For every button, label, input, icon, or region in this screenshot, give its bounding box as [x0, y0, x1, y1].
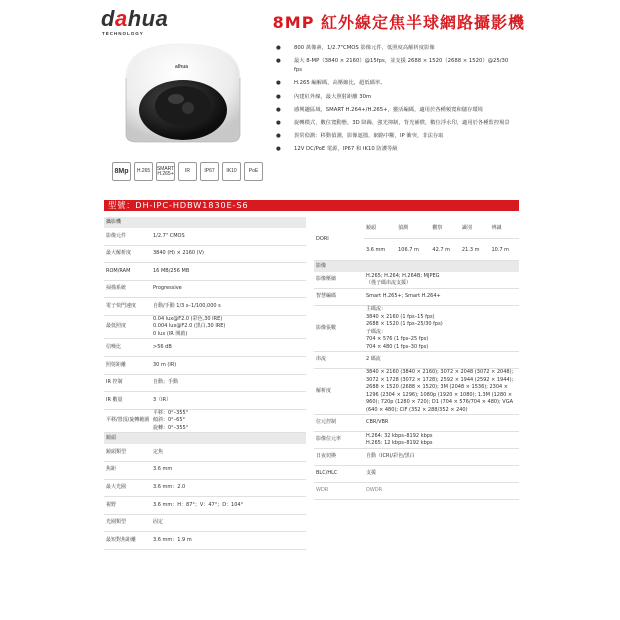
dori-header: 鏡頭 [364, 217, 396, 239]
dori-value: 106.7 m [398, 246, 419, 253]
feature-item: ● 內建紅外線，最大照射距離 30m [274, 93, 514, 102]
feature-item: ● 感興趣區域，SMART H.264+/H.265+，靈活編碼，適用於各種頻寬和儲存環境 [274, 106, 514, 115]
dome-camera-image [118, 38, 248, 148]
spec-key: 電子快門速度 [106, 302, 137, 309]
spec-value: H.264: 32 kbps–8192 kbps H.265: 12 kbps–8192 kbps [366, 432, 433, 446]
dori-value: 42.7 m [432, 246, 450, 253]
spec-key: 影像壓縮 [316, 276, 337, 283]
spec-value: >56 dB [153, 344, 172, 351]
dori-value: 3.6 mm [366, 246, 386, 253]
spec-row [104, 281, 306, 299]
spec-row [104, 462, 306, 480]
brand-logo-mark: a [114, 6, 128, 31]
ir-icon: IR [178, 162, 197, 181]
spec-row [314, 415, 519, 432]
spec-row [314, 306, 519, 352]
spec-key: 最大光圈 [106, 484, 127, 491]
brand-logo: dahua TECHNOLOGY [101, 6, 169, 36]
spec-row [314, 449, 519, 466]
section-header: 鏡頭 [104, 433, 306, 444]
8mp-badge-icon: 8Mp [112, 162, 131, 181]
feature-icon-row [112, 162, 263, 181]
spec-key: 智慧編碼 [316, 293, 337, 300]
spec-row [104, 246, 306, 264]
spec-value: 0.04 lux@F2.0 (彩色,30 IRE) 0.004 lux@F2.0 (黑白,30 IRE) 0 lux (IR 開啟) [153, 315, 226, 337]
feature-list [274, 44, 514, 158]
spec-row [104, 357, 306, 375]
dori-header: 識別 [460, 217, 490, 239]
spec-row [314, 369, 519, 415]
spec-value: 30 m (IR) [153, 361, 177, 368]
spec-key: 最低照度 [106, 323, 127, 330]
spec-row [104, 480, 306, 498]
spec-value: 3.6 mm：H：87°；V：47°；D：104° [153, 501, 244, 508]
spec-value: Smart H.265+; Smart H.264+ [366, 293, 441, 300]
spec-key: ROM/RAM [106, 267, 131, 274]
spec-row [314, 352, 519, 369]
spec-key: WDR [316, 487, 329, 494]
spec-value: 1/2.7" CMOS [153, 232, 185, 239]
spec-row [104, 263, 306, 281]
h265-icon: H.265 [134, 162, 153, 181]
spec-value: 平移：0°–355° 傾斜：0°–65° 旋轉：0°–355° [153, 409, 189, 431]
brand-tagline: TECHNOLOGY [102, 31, 144, 36]
section-header: 影像 [314, 261, 519, 272]
spec-row [104, 339, 306, 357]
spec-row [314, 432, 519, 449]
spec-key: 鏡頭類型 [106, 448, 127, 455]
spec-value: 3.6 mm：1.9 m [153, 536, 192, 543]
spec-value: Progressive [153, 285, 182, 292]
spec-key: 日夜切換 [316, 453, 337, 460]
smart-h265-icon: SMART H.265+ [156, 162, 175, 181]
spec-row [104, 228, 306, 246]
spec-key: 解析度 [316, 387, 332, 394]
dori-value: 21.3 m [461, 246, 480, 253]
spec-value: 自動（ICR)/彩色/黑白 [366, 453, 415, 460]
spec-table-right [314, 217, 519, 500]
dori-header: 辨識 [489, 217, 519, 239]
feature-item: ● H.265 編解碼，高壓縮比，超低碼率。 [274, 79, 514, 88]
spec-row [104, 298, 306, 316]
spec-key: 平移/置頂/旋轉範圍 [106, 417, 150, 424]
brand-logo-text: hua [127, 6, 169, 31]
svg-text:alhua: alhua [175, 64, 189, 70]
spec-value: 自動；手動 [153, 379, 179, 386]
spec-value: 3.6 mm [153, 466, 173, 473]
spec-value: 主碼流： 3840 × 2160 (1 fps–15 fps) 2688 × 1520 (1 fps–25/30 fps) 子碼流： 704 × 576 (1 fps–25 fps) 704 × 480 (1 fps–30 fps) [366, 306, 443, 350]
spec-key: 串流 [316, 356, 327, 363]
spec-row [104, 515, 306, 533]
spec-key: 影像張數 [316, 324, 337, 331]
spec-rows-right [314, 261, 519, 500]
spec-key: 照射距離 [106, 361, 127, 368]
dori-value: 10.7 m [491, 246, 510, 253]
spec-key: 焦距 [106, 466, 117, 473]
feature-item: ● 12V DC/PoE 電源，IP67 和 IK10 防護等級 [274, 145, 514, 154]
spec-row [104, 392, 306, 410]
spec-value: 3.6 mm：2.0 [153, 484, 186, 491]
feature-item: ● 最大 8-MP（3840 × 2160）@15fps，並支援 2688 × 1520（2688 × 1520）@25/30 fps [274, 57, 514, 76]
spec-key: IR 控制 [106, 379, 123, 386]
spec-value: 2 碼流 [366, 356, 381, 363]
spec-value: H.265; H.264; H.264B; MJPEG （僅子碼串流支援） [366, 272, 440, 286]
spec-key: 最短對焦距離 [106, 536, 137, 543]
spec-key: 掃描系統 [106, 285, 127, 292]
spec-value: 定焦 [153, 448, 164, 455]
spec-key: 最大解析度 [106, 250, 132, 257]
spec-row [314, 289, 519, 306]
spec-key: 位元控制 [316, 419, 337, 426]
spec-row [104, 410, 306, 434]
poe-icon: PoE [244, 162, 263, 181]
spec-value: 自動/手動 1/3 s–1/100,000 s [153, 302, 221, 309]
spec-value: DWDR [366, 487, 383, 494]
spec-row [104, 497, 306, 515]
feature-item: ● 異常偵測：移動偵測，影像遮擋，網路中斷，IP 衝突，非法存取 [274, 132, 514, 141]
spec-value: 3840 × 2160 (3840 × 2160); 3072 × 2048 (3072 × 2048); 3072 × 1728 (3072 × 1728); 2592 × 1944 (2592 × 1944); 2688 × 1520 (2688 × 1520); 3M (2048 × 1536); 2304 × 1296 (2304 × 1296); 1080p (1920 × 1080); 1.3M (1280 × 960); 720p (1280 × 720); D1 (704 × 576/704 × 480); VGA (640 × 480); CIF (352 × 288/352 × 240) [366, 369, 514, 413]
ik10-icon: IK10 [222, 162, 241, 181]
spec-key: 信噪比 [106, 344, 122, 351]
spec-key: 影像元件 [106, 232, 127, 239]
section-header: 攝影機 [104, 217, 306, 228]
product-title: 8MP 紅外線定焦半球網路攝影機 [272, 13, 525, 32]
spec-key: 影像位元率 [316, 436, 342, 443]
ip67-icon: IP67 [200, 162, 219, 181]
spec-value: 3（IR） [153, 396, 172, 403]
dori-row [314, 217, 519, 261]
spec-value: 16 MB/256 MB [153, 267, 190, 274]
spec-row [104, 316, 306, 340]
dori-table [364, 217, 519, 260]
spec-row [104, 444, 306, 462]
spec-key: 光圈類型 [106, 519, 127, 526]
spec-key: 視野 [106, 501, 117, 508]
spec-value: 固定 [153, 519, 164, 526]
spec-key: IR 數量 [106, 396, 123, 403]
dori-header: 觀察 [430, 217, 460, 239]
spec-value: 支援 [366, 470, 377, 477]
feature-item: ● 旋轉模式，數位寬動態，3D 降躁，強光抑制，背光補償，數位浮水印，適用於各種監控場景 [274, 119, 514, 128]
spec-row [314, 466, 519, 483]
spec-row [314, 272, 519, 289]
dori-label: DORI [316, 235, 329, 242]
spec-key: BLC/HLC [316, 470, 338, 477]
spec-table-left [104, 217, 306, 550]
spec-row [314, 483, 519, 500]
model-number-bar: 型號：DH-IPC-HDBW1830E-S6 [104, 200, 519, 211]
spec-row [104, 532, 306, 550]
feature-item: ● 800 萬像素，1/2.7"CMOS 影像元件，低照度高解析度影像 [274, 44, 514, 53]
spec-value: CBR/VBR [366, 419, 389, 426]
dori-header: 偵測 [396, 217, 430, 239]
spec-value: 3840 (H) × 2160 (V) [153, 250, 204, 257]
spec-row [104, 375, 306, 393]
